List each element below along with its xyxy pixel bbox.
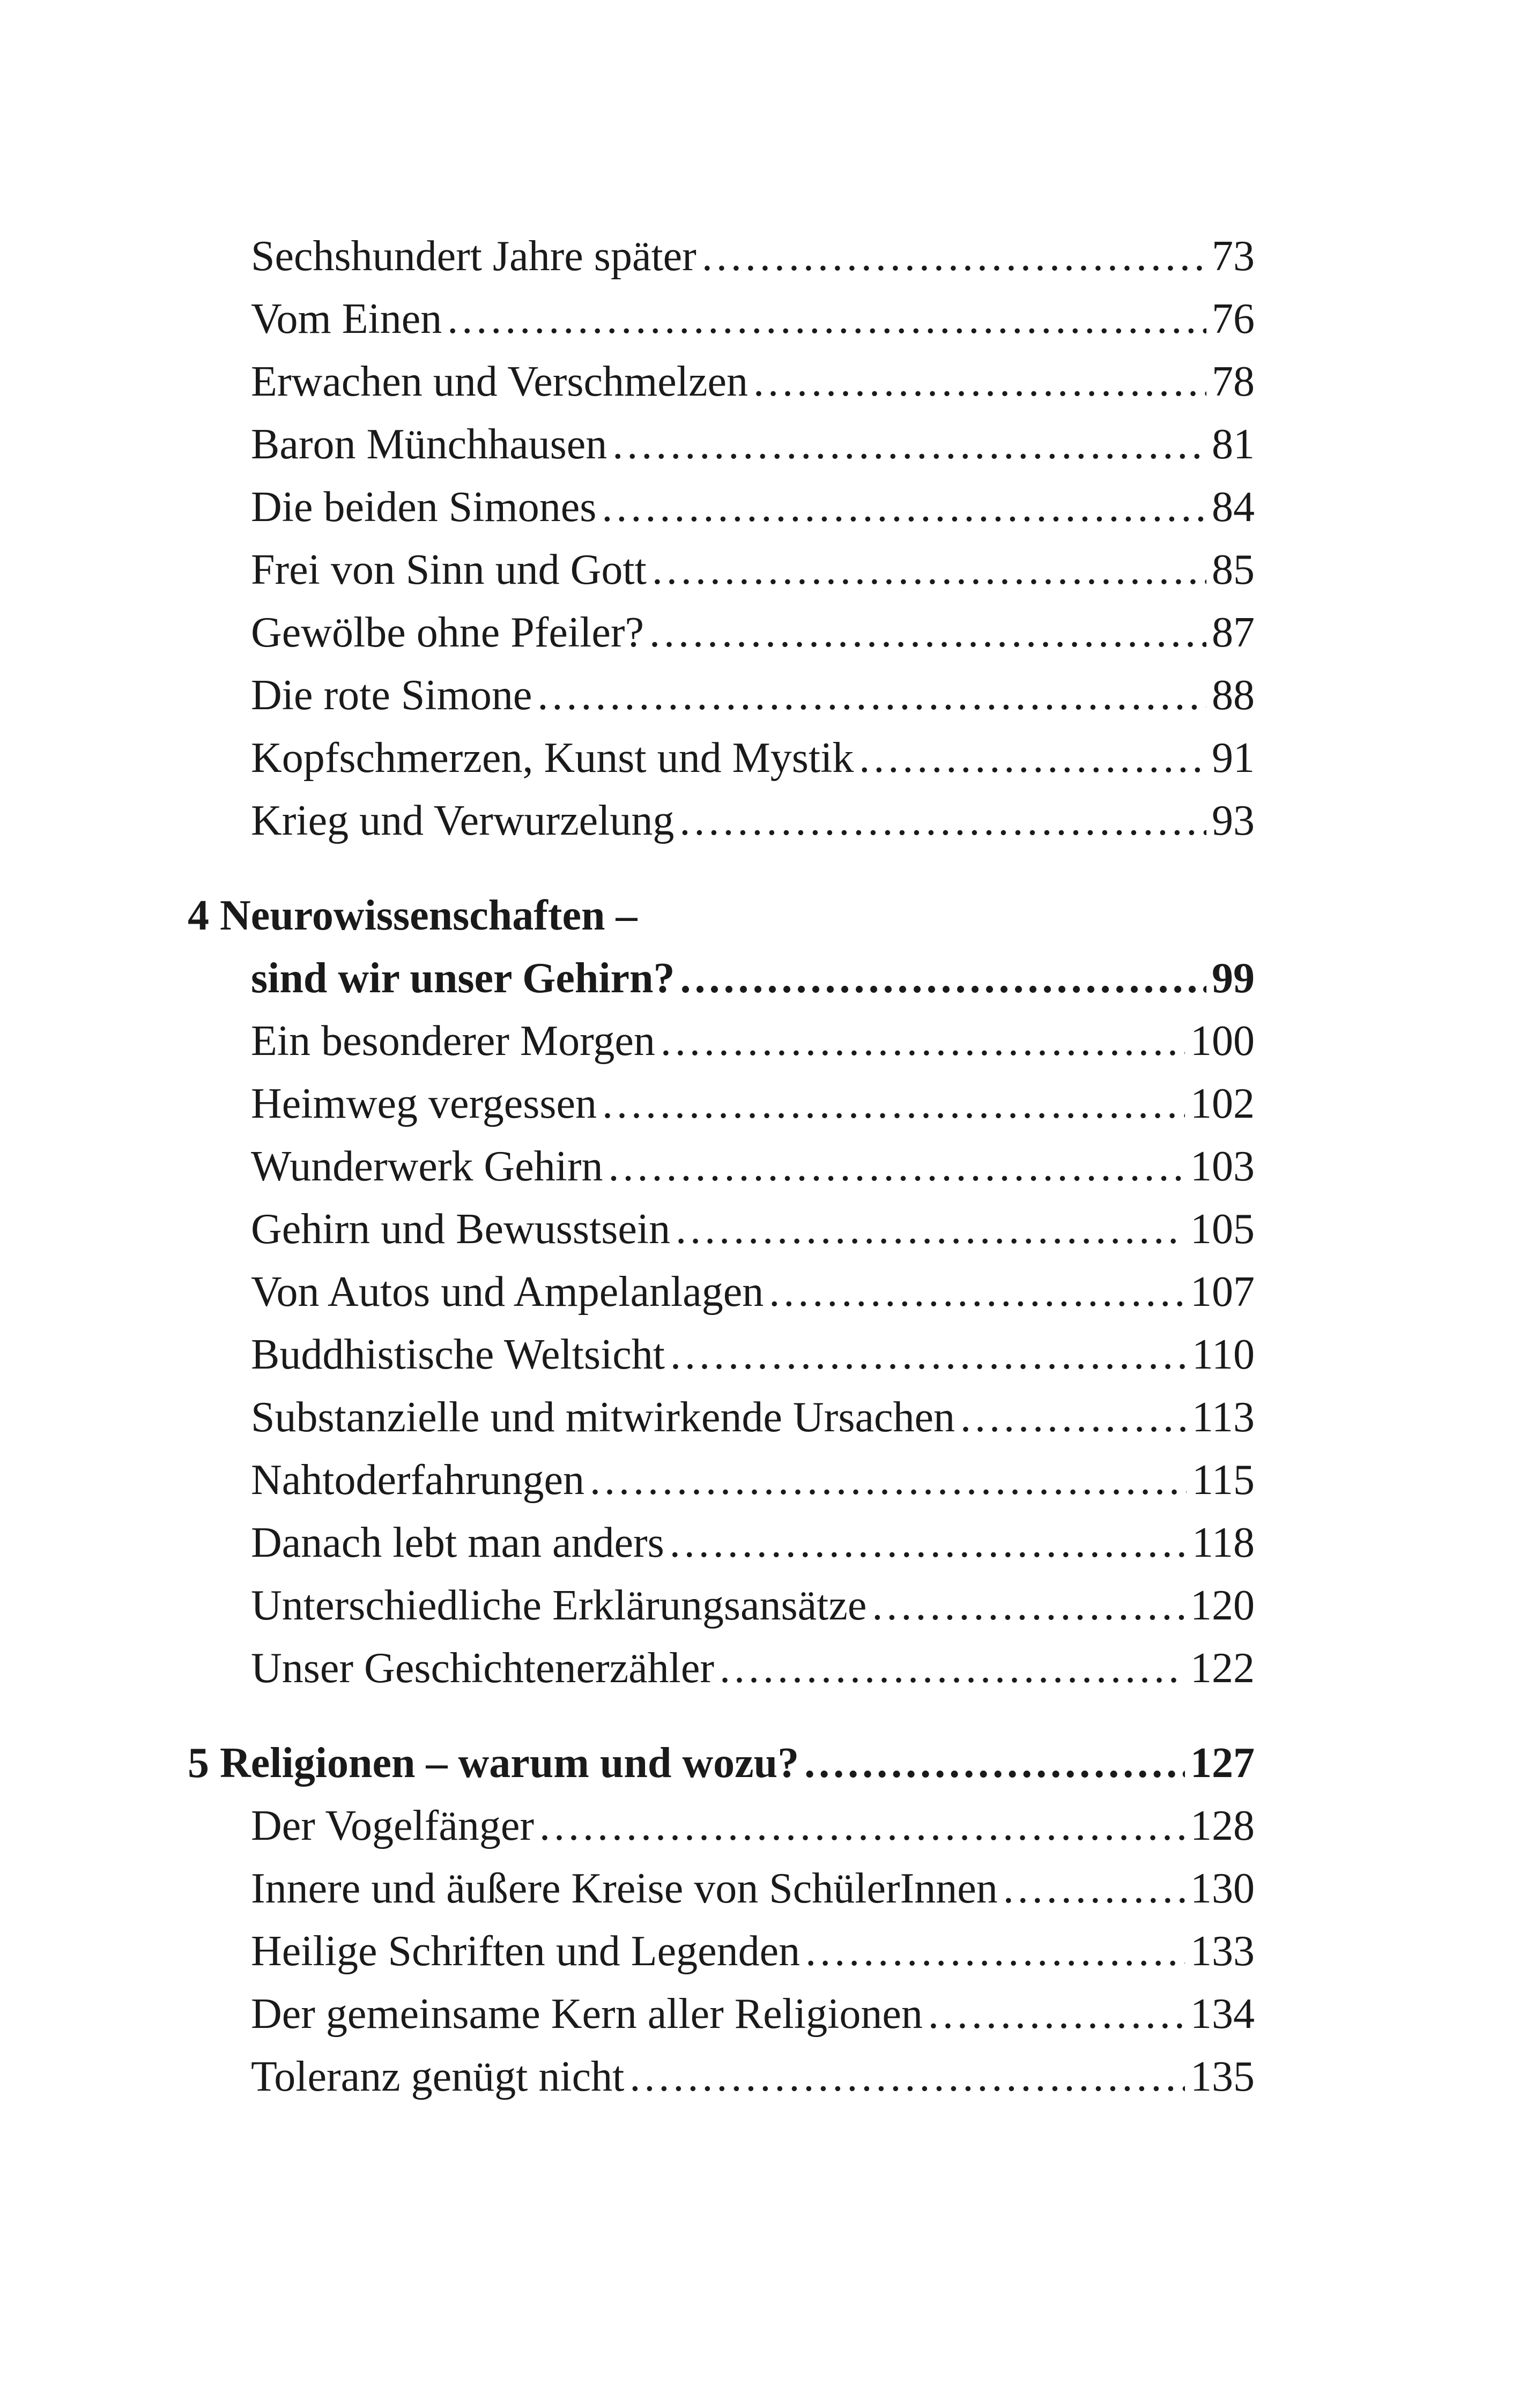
toc-entry-title: 5 Religionen – warum und wozu? <box>188 1740 799 1787</box>
toc-page-number: 113 <box>1191 1394 1255 1441</box>
toc-entry <box>188 351 1255 413</box>
toc-entry-title: sind wir unser Gehirn? <box>251 955 675 1002</box>
toc-entry-title: Kopfschmerzen, Kunst und Mystik <box>251 734 854 782</box>
toc-entry <box>188 413 1255 476</box>
toc-page-number: 135 <box>1190 2053 1255 2100</box>
toc-entry-title: Gewölbe ohne Pfeiler? <box>251 609 644 656</box>
dot-leader <box>609 1135 1185 1198</box>
toc-entry-title: Vom Einen <box>251 295 442 343</box>
toc-page-number: 115 <box>1191 1456 1255 1504</box>
toc-page-number: 87 <box>1212 609 1255 656</box>
toc-entry <box>188 1983 1255 2046</box>
toc-entry-title: Die beiden Simones <box>251 484 597 531</box>
dot-leader <box>928 1983 1185 2046</box>
toc-entry <box>188 1574 1255 1637</box>
toc-entry <box>188 1324 1255 1386</box>
toc-entry-title: Innere und äußere Kreise von SchülerInnen <box>251 1865 998 1912</box>
toc-entry-title: Danach lebt man anders <box>251 1519 664 1566</box>
toc-page-number: 76 <box>1212 295 1255 343</box>
toc-chapter-heading <box>188 1732 1255 1795</box>
dot-leader <box>602 1073 1185 1135</box>
table-of-contents <box>188 225 1255 2108</box>
toc-entry <box>188 225 1255 288</box>
toc-page-number: 120 <box>1190 1582 1255 1629</box>
toc-page-number: 91 <box>1212 734 1255 782</box>
dot-leader <box>629 2046 1185 2108</box>
toc-entry <box>188 1261 1255 1324</box>
toc-page-number: 85 <box>1212 546 1255 593</box>
toc-entry-title: Wunderwerk Gehirn <box>251 1143 603 1190</box>
dot-leader <box>804 1732 1185 1795</box>
toc-entry-title: Substanzielle und mitwirkende Ursachen <box>251 1394 955 1441</box>
dot-leader <box>805 1920 1185 1983</box>
toc-page-number: 105 <box>1190 1206 1255 1253</box>
dot-leader <box>612 413 1206 476</box>
toc-entry-title: Die rote Simone <box>251 672 532 719</box>
toc-entry-title: Gehirn und Bewusstsein <box>251 1206 671 1253</box>
toc-entry <box>188 1135 1255 1198</box>
toc-page-number: 78 <box>1212 358 1255 405</box>
toc-page-number: 88 <box>1212 672 1255 719</box>
toc-entry-title: Erwachen und Verschmelzen <box>251 358 749 405</box>
toc-page-number: 73 <box>1212 233 1255 280</box>
toc-page-number: 133 <box>1190 1928 1255 1975</box>
toc-page-number: 118 <box>1191 1519 1255 1566</box>
dot-leader <box>602 476 1206 539</box>
toc-page-number: 110 <box>1191 1331 1255 1378</box>
toc-page-number: 81 <box>1212 421 1255 468</box>
toc-page-number: 93 <box>1212 797 1255 844</box>
dot-leader <box>753 351 1206 413</box>
toc-entry-title: Nahtoderfahrungen <box>251 1456 584 1504</box>
toc-page-number: 107 <box>1190 1268 1255 1316</box>
toc-entry <box>188 1010 1255 1073</box>
dot-leader <box>670 1324 1187 1386</box>
toc-page-number: 103 <box>1190 1143 1255 1190</box>
toc-entry-title: Krieg und Verwurzelung <box>251 797 675 844</box>
toc-entry-title: Der Vogelfänger <box>251 1802 534 1849</box>
dot-leader <box>447 288 1206 351</box>
toc-page-number: 122 <box>1190 1645 1255 1692</box>
dot-leader <box>1003 1857 1185 1920</box>
dot-leader <box>680 947 1206 1010</box>
dot-leader <box>769 1261 1185 1324</box>
dot-leader <box>539 1795 1185 1857</box>
dot-leader <box>872 1574 1185 1637</box>
toc-entry-title: Der gemeinsame Kern aller Religionen <box>251 1990 923 2038</box>
toc-entry <box>188 1857 1255 1920</box>
toc-chapter-heading-continued <box>188 947 1255 1010</box>
toc-page-number: 134 <box>1190 1990 1255 2038</box>
toc-page-number: 84 <box>1212 484 1255 531</box>
toc-chapter-heading <box>188 885 1255 947</box>
dot-leader <box>859 727 1206 790</box>
toc-entry <box>188 727 1255 790</box>
toc-page-number: 128 <box>1190 1802 1255 1849</box>
toc-page-number: 102 <box>1190 1080 1255 1127</box>
dot-leader <box>720 1637 1185 1700</box>
toc-entry <box>188 1073 1255 1135</box>
toc-entry <box>188 664 1255 727</box>
toc-entry <box>188 288 1255 351</box>
dot-leader <box>676 1198 1185 1261</box>
toc-entry-title: Unterschiedliche Erklärungsansätze <box>251 1582 867 1629</box>
dot-leader <box>649 601 1206 664</box>
toc-entry <box>188 1198 1255 1261</box>
dot-leader <box>702 225 1206 288</box>
toc-entry-title: Baron Münchhausen <box>251 421 607 468</box>
toc-entry-title: Sechshundert Jahre später <box>251 233 696 280</box>
dot-leader <box>537 664 1206 727</box>
toc-page-number: 127 <box>1190 1740 1255 1787</box>
toc-entry-title: Toleranz genügt nicht <box>251 2053 625 2100</box>
dot-leader <box>670 1512 1187 1574</box>
dot-leader <box>679 790 1206 852</box>
toc-entry-title: Buddhistische Weltsicht <box>251 1331 665 1378</box>
toc-entry-title: Von Autos und Ampelanlagen <box>251 1268 764 1316</box>
toc-page-number: 130 <box>1190 1865 1255 1912</box>
toc-entry <box>188 539 1255 601</box>
toc-entry-title: Frei von Sinn und Gott <box>251 546 647 593</box>
toc-entry <box>188 1449 1255 1512</box>
toc-entry-title: Heilige Schriften und Legenden <box>251 1928 801 1975</box>
dot-leader <box>652 539 1206 601</box>
toc-entry <box>188 1637 1255 1700</box>
toc-entry <box>188 1512 1255 1574</box>
toc-entry-title: Unser Geschichtenerzähler <box>251 1645 714 1692</box>
dot-leader <box>960 1386 1187 1449</box>
toc-entry <box>188 1795 1255 1857</box>
toc-entry-title: Heimweg vergessen <box>251 1080 597 1127</box>
toc-entry <box>188 2046 1255 2108</box>
toc-page-number: 100 <box>1190 1017 1255 1065</box>
dot-leader <box>590 1449 1187 1512</box>
toc-entry <box>188 476 1255 539</box>
toc-entry <box>188 1920 1255 1983</box>
toc-entry <box>188 790 1255 852</box>
toc-entry-title: 4 Neurowissenschaften – <box>188 892 638 939</box>
toc-entry-title: Ein besonderer Morgen <box>251 1017 655 1065</box>
toc-page-number: 99 <box>1212 955 1255 1002</box>
toc-entry <box>188 1386 1255 1449</box>
toc-entry <box>188 601 1255 664</box>
dot-leader <box>661 1010 1185 1073</box>
